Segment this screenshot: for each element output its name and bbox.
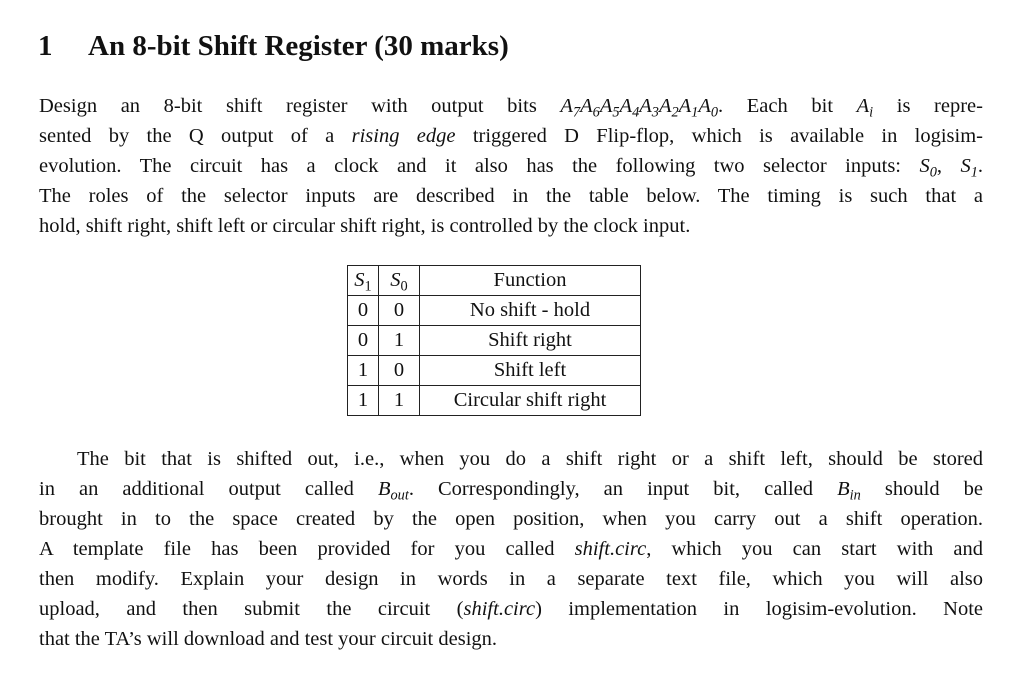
table-row: 0 1 Shift right — [348, 326, 641, 356]
details-line-5: then modify. Explain your design in words in a separate text file, which you will also — [39, 568, 983, 590]
intro-line-5: hold, shift right, shift left or circular shift right, is controlled by the clock input. — [39, 215, 691, 237]
section-number: 1 — [38, 30, 53, 62]
table-header-row — [348, 266, 641, 296]
header-function: Function — [420, 266, 641, 296]
details-line-3: brought in to the space created by the open position, when you carry out a shift operation. — [39, 508, 983, 530]
details-paragraph — [39, 444, 983, 654]
bin-symbol: $B_{in}$ — [837, 478, 861, 504]
intro-line-4: The roles of the selector inputs are described in the table below. The timing is such that a — [39, 185, 983, 207]
header-s0: $S_0$ — [379, 266, 420, 296]
function-table — [347, 265, 641, 416]
section-title: An 8-bit Shift Register (30 marks) — [88, 30, 509, 62]
header-s1: $S_1$ — [348, 266, 379, 296]
details-line-2: in an additional output called $B_{out}$. Correspondingly, an input bit, called $B_{in}$ should be — [39, 478, 983, 504]
details-line-1: The bit that is shifted out, i.e., when you do a shift right or a shift left, should be stored — [77, 448, 983, 470]
bout-symbol: $B_{out}$ — [377, 478, 409, 504]
table-row: 1 1 Circular shift right — [348, 386, 641, 416]
selector-inputs-expression: $S_0$ — [919, 155, 937, 181]
table-row: 0 0 No shift - hold — [348, 296, 641, 326]
intro-line-2: sented by the Q output of a rising edge triggered D Flip-flop, which is available in logisim- — [39, 125, 983, 147]
intro-line-3: evolution. The circuit has a clock and it also has the following two selector inputs: $S_0$, $S_1$. — [39, 155, 983, 181]
details-line-7: that the TA’s will download and test your circuit design. — [39, 628, 498, 650]
section-heading — [38, 30, 509, 63]
details-line-6: upload, and then submit the circuit (shift.circ) implementation in logisim-evolution. Note — [39, 598, 984, 620]
intro-paragraph — [39, 91, 983, 241]
template-filename: shift.circ — [574, 538, 647, 560]
details-line-4: A template file has been provided for you called shift.circ, which you can start with and — [39, 538, 983, 560]
table-row: 1 0 Shift left — [348, 356, 641, 386]
intro-line-1: Design an 8-bit shift register with output bits $A_7A_6A_5A_4A_3A_2A_1A_0$. Each bit $A_i$ is repre- — [39, 95, 983, 121]
output-bits-expression: $A_7A_6A_5A_4A_3A_2A_1A_0$ — [560, 95, 719, 121]
